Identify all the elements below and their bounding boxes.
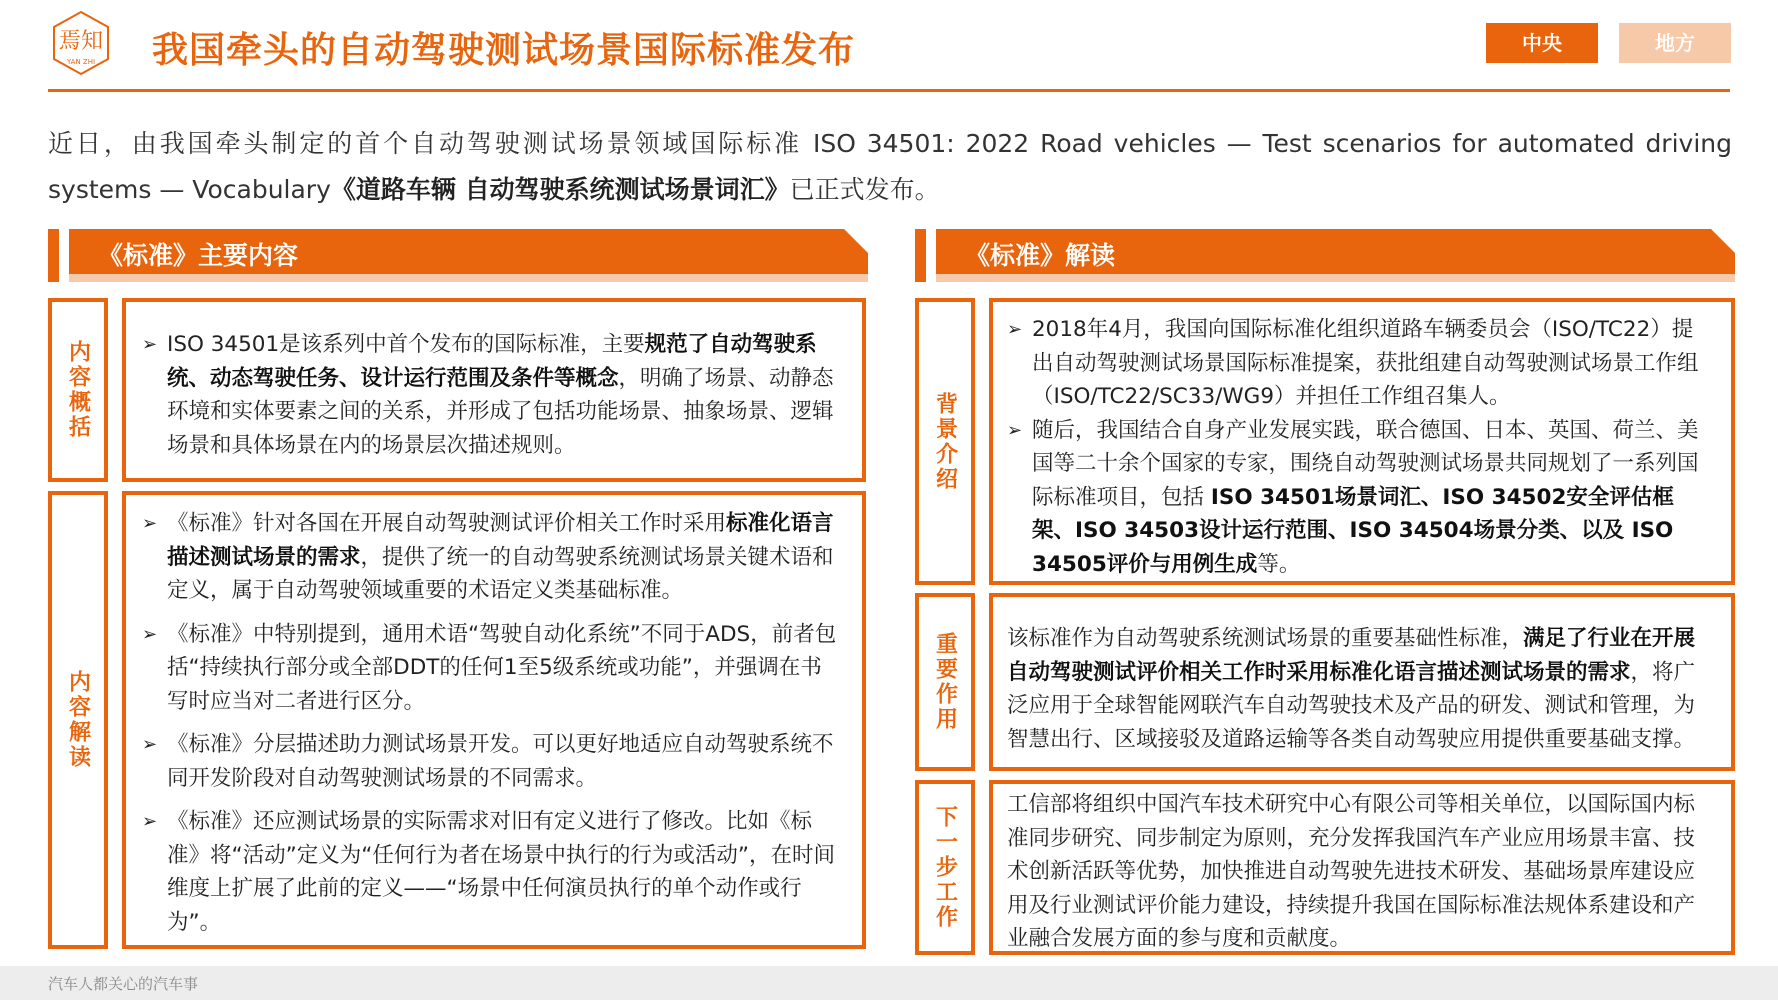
side-label-overview: 内容概括: [65, 340, 91, 440]
section-bar-edge: [48, 229, 59, 282]
tab-local[interactable]: 地方: [1619, 23, 1731, 63]
importance-text: 该标准作为自动驾驶系统测试场景的重要基础性标准，满足了行业在开展自动驾驶测试评价相关工作时采用标准化语言描述测试场景的需求，将广泛应用于全球智能网联汽车自动驾驶技术及产品的研发、测试和管理，为智慧出行、区域接驳及道路运输等各类自动驾驶应用提供重要基础支撑。: [1007, 626, 1696, 752]
importance-box: [989, 593, 1735, 771]
section-bar-interpretation: [915, 229, 1735, 282]
side-label-background: 背景介绍: [932, 391, 958, 492]
intro-paragraph: [48, 121, 1732, 213]
interpretation-item: ➢ 《标准》分层描述助力测试场景开发。可以更好地适应自动驾驶系统不同开发阶段对自动驾驶测试场景的不同需求。: [142, 728, 838, 795]
side-label-interpretation-box: [48, 491, 108, 949]
background-box: [989, 298, 1735, 585]
side-label-next-steps-box: [915, 780, 975, 955]
side-label-importance: 重要作用: [932, 632, 958, 732]
next-steps-text: 工信部将组织中国汽车技术研究中心有限公司等相关单位，以国际国内标准同步研究、同步制定为原则，充分发挥我国汽车产业应用场景丰富、技术创新活跃等优势，加快推进自动驾驶先进技术研发、基础场景库建设应用及行业测试评价能力建设，持续提升我国在国际标准法规体系建设和产业融合发展方面的参与度和贡献度。: [1007, 792, 1696, 951]
section-bar-edge: [915, 229, 926, 282]
background-item: ➢ 随后，我国结合自身产业发展实践，联合德国、日本、英国、荷兰、美国等二十余个国家的专家，围绕自动驾驶测试场景共同规划了一系列国际标准项目，包括 ISO 34501场景词汇、ISO 34502安全评估框架、ISO 34503设计运行范围、ISO 34504场景分类、以及 ISO 34505评价与用例生成等。: [1007, 414, 1711, 582]
next-steps-box: [989, 780, 1735, 955]
side-label-overview-box: [48, 298, 108, 482]
interpretation-item: ➢ 《标准》中特别提到，通用术语“驾驶自动化系统”不同于ADS，前者包括“持续执行部分或全部DDT的任何1至5级系统或功能”，并强调在书写时应当对二者进行区分。: [142, 618, 838, 719]
header-divider: [48, 89, 1730, 92]
svg-text:YAN ZHI: YAN ZHI: [66, 58, 96, 66]
intro-standard-name: 《道路车辆 自动驾驶系统测试场景词汇》: [330, 175, 790, 204]
side-label-background-box: [915, 298, 975, 585]
side-label-importance-box: [915, 593, 975, 771]
overview-box: [122, 298, 866, 482]
interpretation-box: [122, 491, 866, 949]
section-bar-main-content: [48, 229, 868, 282]
section-title-main-content: 《标准》主要内容: [98, 241, 299, 270]
interpretation-item: ➢ 《标准》针对各国在开展自动驾驶测试评价相关工作时采用标准化语言描述测试场景的需求，提供了统一的自动驾驶系统测试场景关键术语和定义，属于自动驾驶领域重要的术语定义类基础标准。: [142, 507, 838, 608]
section-title-interpretation: 《标准》解读: [965, 241, 1116, 270]
side-label-next-steps: 下一步工作: [932, 805, 958, 930]
interpretation-item: ➢ 《标准》还应测试场景的实际需求对旧有定义进行了修改。比如《标准》将“活动”定义为“任何行为者在场景中执行的行为或活动”，在时间维度上扩展了此前的定义——“场景中任何演员执行的单个动作或行为”。: [142, 805, 838, 939]
intro-text-end: 已正式发布。: [789, 175, 940, 204]
page-title: 我国牵头的自动驾驶测试场景国际标准发布: [152, 30, 856, 71]
intro-text: 近日，由我国牵头制定的首个自动驾驶测试场景领域国际标准 ISO 34501: 2022 Road vehicles — Test scenarios for automated driving systems — Vocabulary: [48, 129, 1732, 204]
footer-text: 汽车人都关心的汽车事: [48, 975, 199, 993]
background-item: ➢ 2018年4月，我国向国际标准化组织道路车辆委员会（ISO/TC22）提出自动驾驶测试场景国际标准提案，获批组建自动驾驶测试场景工作组（ISO/TC22/SC33/WG9）并担任工作组召集人。: [1007, 313, 1711, 414]
yanzhi-logo: [48, 10, 114, 76]
tab-central[interactable]: 中央: [1486, 23, 1598, 63]
svg-text:焉知: 焉知: [58, 29, 104, 54]
footer-bar: [0, 966, 1778, 1000]
side-label-interpretation: 内容解读: [65, 670, 91, 770]
overview-item: ➢ ISO 34501是该系列中首个发布的国际标准，主要规范了自动驾驶系统、动态驾驶任务、设计运行范围及条件等概念，明确了场景、动静态环境和实体要素之间的关系，并形成了包括功能场景、抽象场景、逻辑场景和具体场景在内的场景层次描述规则。: [142, 328, 838, 462]
